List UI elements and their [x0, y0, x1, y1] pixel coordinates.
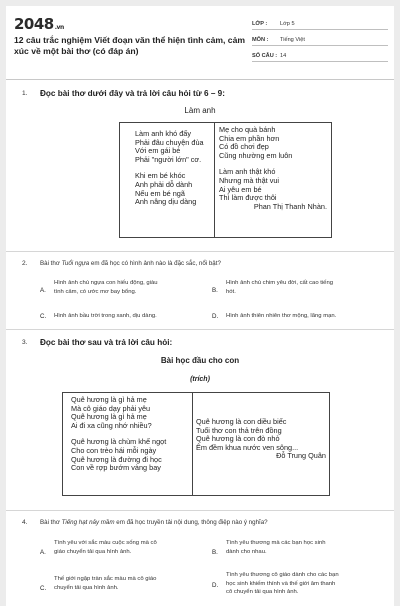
section-divider — [6, 329, 394, 330]
q3-author: Đỗ Trung Quân — [276, 451, 326, 461]
q1-poem-title: Làm anh — [184, 106, 216, 115]
document-header — [6, 6, 394, 76]
poem-divider — [192, 393, 193, 495]
q3-poem-box — [62, 392, 330, 496]
poem-divider — [214, 123, 215, 237]
q3-heading: Đọc bài thơ sau và trả lời câu hỏi: — [40, 338, 173, 347]
section-divider — [6, 510, 394, 511]
q3-number: 3. — [22, 339, 28, 346]
header-divider — [6, 79, 394, 80]
q1-poem-box — [119, 122, 332, 238]
document-page: 2048.vn 12 câu trắc nghiệm Viết đoạn văn thể hiện tình cảm, cảm xúc về một bài thơ (có đáp án) LỚP : Lớp 5 MÔN : Tiếng Việt SỐ CÂU : 14 1. Đọc bài thơ dưới đây và trả lời câu hỏi từ 6 – 9: Làm anh Làm anh khó đấy Phải đâu chuyện đùa Với em gái bé Phải "người lớn" cơ. Khi em bé khóc Anh phải dỗ dành Nếu em bé ngã Anh nâng dịu dàng Mẹ cho quà bánh Chia em phần hơn Có đồ chơi đẹp Cũng nhường em luôn Làm anh thật khó Nhưng mà thật vui Ai yêu em bé Thì làm được thôi Phan Thị Thanh Nhàn. 2. Bài thơ Tuổi ngựa em đã học có hình ảnh nào là đặc sắc, nổi bật? A. Hình ảnh chú ngựa con hiếu động, giàu tình cảm, có ước mơ bay bổng. B. Hình ảnh chú chim yêu đời, cất cao tiếng hót. C. Hình ảnh bầu trời trong xanh, dịu dàng. D. Hình ảnh thiên nhiên thơ mộng, lãng mạn. 3. Đọc bài thơ sau và trả lời câu hỏi: Bài học đầu cho con (trích) Quê hương là gì hả mẹ Mà cô giáo dạy phải yêu Quê hương là gì hả mẹ Ai đi xa cũng nhớ nhiều? Quê hương là chùm khế ngọt Cho con trèo hái mỗi ngày Quê hương là đường đi học Con về rợp bướm vàng bay Quê hương là con diều biếc Tuổi thơ con thả trên đồng Quê hương là con đò nhỏ Êm đềm khua nước ven sông... Đỗ Trung Quân 4. Bài thơ Tiếng hạt nảy mầm em đã học truyền tải nội dung, thông điệp nào ý nghĩa? A. Tình yêu với sắc màu cuộc sống mà cô giáo chuyển tải qua hình ảnh. B. Tình yêu thương mà các bạn học sinh dành cho nhau. C. Thế giới ngập tràn sắc màu mà cô giáo chuyển tải qua hình ảnh. D. Tình yêu thương cô giáo dành cho các bạn học sinh khiếm thính và thế giới âm thanh cô chuyển tải qua hình ảnh. — [6, 6, 394, 606]
q1-heading: Đọc bài thơ dưới đây và trả lời câu hỏi từ 6 – 9: — [40, 89, 225, 98]
q1-author: Phan Thị Thanh Nhàn. — [253, 201, 327, 211]
meta-row-class: LỚP : Lớp 5 — [252, 14, 388, 30]
q3-poem-right: Quê hương là con diều biếc Tuổi thơ con thả trên đồng Quê hương là con đò nhỏ Êm đềm khua nước ven sông... Đỗ Trung Quân — [196, 417, 326, 461]
q1-poem-right: Mẹ cho quà bánh Chia em phần hơn Có đồ chơi đẹp Cũng nhường em luôn Làm anh thật khó Nhưng mà thật vui Ai yêu em bé Thì làm được thôi Phan Thị Thanh Nhàn. — [219, 125, 327, 211]
q1-poem-left: Làm anh khó đấy Phải đâu chuyện đùa Với em gái bé Phải "người lớn" cơ. Khi em bé khóc Anh phải dỗ dành Nếu em bé ngã Anh nâng dịu dàng — [135, 129, 204, 207]
meta-table — [252, 14, 388, 62]
q3-poem-left: Quê hương là gì hả mẹ Mà cô giáo dạy phải yêu Quê hương là gì hả mẹ Ai đi xa cũng nhớ nhiều? Quê hương là chùm khế ngọt Cho con trèo hái mỗi ngày Quê hương là đường đi học Con về rợp bướm vàng bay — [71, 395, 167, 473]
document-title: 12 câu trắc nghiệm Viết đoạn văn thể hiện tình cảm, cảm xúc về một bài thơ (có đáp án) — [14, 35, 245, 56]
site-logo[interactable]: 2048.vn — [14, 15, 64, 33]
q4-number: 4. — [22, 519, 28, 526]
q3-poem-subtitle: (trích) — [190, 376, 210, 383]
meta-row-count: SỐ CÂU : 14 — [252, 46, 388, 62]
q4-question: Bài thơ Tiếng hạt nảy mầm em đã học truyền tải nội dung, thông điệp nào ý nghĩa? — [40, 519, 268, 526]
meta-row-subject: MÔN : Tiếng Việt — [252, 30, 388, 46]
q3-poem-title: Bài học đầu cho con — [160, 356, 240, 365]
section-divider — [6, 251, 394, 252]
q2-number: 2. — [22, 260, 28, 267]
q2-question: Bài thơ Tuổi ngựa em đã học có hình ảnh nào là đặc sắc, nổi bật? — [40, 260, 221, 267]
q1-number: 1. — [22, 90, 28, 97]
